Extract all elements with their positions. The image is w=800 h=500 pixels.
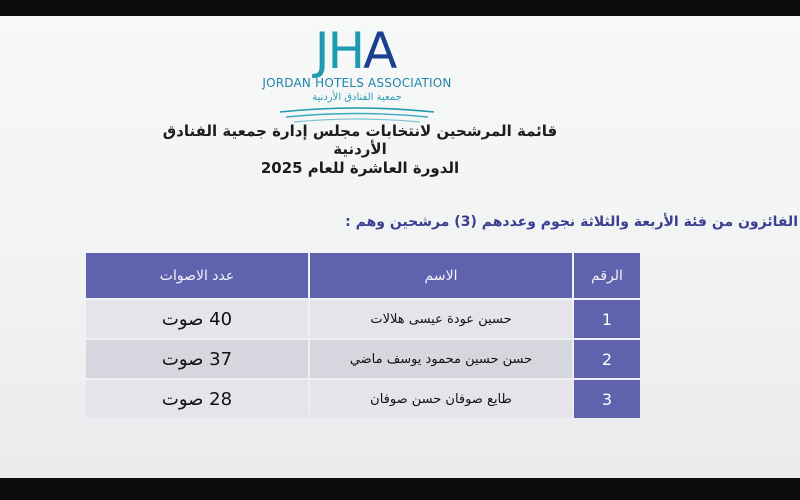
table-row-3-number: 3	[574, 380, 640, 418]
jha-monogram	[300, 22, 410, 80]
winners-intro: الفائزون من فئة الأربعة والثلاثة نجوم وعددهم (3) مرشحين وهم :	[345, 214, 798, 230]
table-row-2-number: 2	[574, 340, 640, 378]
page-title: قائمة المرشحين لانتخابات مجلس إدارة جمعية الفنادق الأردنية	[162, 122, 558, 158]
logo-name-english: JORDAN HOTELS ASSOCIATION	[262, 76, 452, 90]
logo-mark-left: JH	[314, 22, 364, 80]
table-row-3-votes: 28 صوت	[86, 380, 308, 418]
page-subtitle: الدورة العاشرة للعام 2025	[260, 159, 460, 177]
column-header-number: الرقم	[574, 253, 640, 298]
projected-slide	[0, 16, 800, 478]
results-table	[86, 253, 646, 439]
table-row-3-name: طايع صوفان حسن صوفان	[310, 380, 572, 418]
top-black-band	[0, 0, 800, 16]
bottom-black-band	[0, 478, 800, 500]
table-row-1-number: 1	[574, 300, 640, 338]
table-row-2-votes: 37 صوت	[86, 340, 308, 378]
logo-name-arabic: جمعية الفنادق الأردنية	[312, 92, 402, 103]
column-header-name: الاسم	[310, 253, 572, 298]
table-row-1-votes: 40 صوت	[86, 300, 308, 338]
logo-mark-right: A	[363, 22, 396, 80]
table-row-2-name: حسن حسين محمود يوسف ماضي	[310, 340, 572, 378]
table-row-1-name: حسين عودة عيسى هلالات	[310, 300, 572, 338]
column-header-votes: عدد الاصوات	[86, 253, 308, 298]
jha-logo	[262, 22, 452, 126]
